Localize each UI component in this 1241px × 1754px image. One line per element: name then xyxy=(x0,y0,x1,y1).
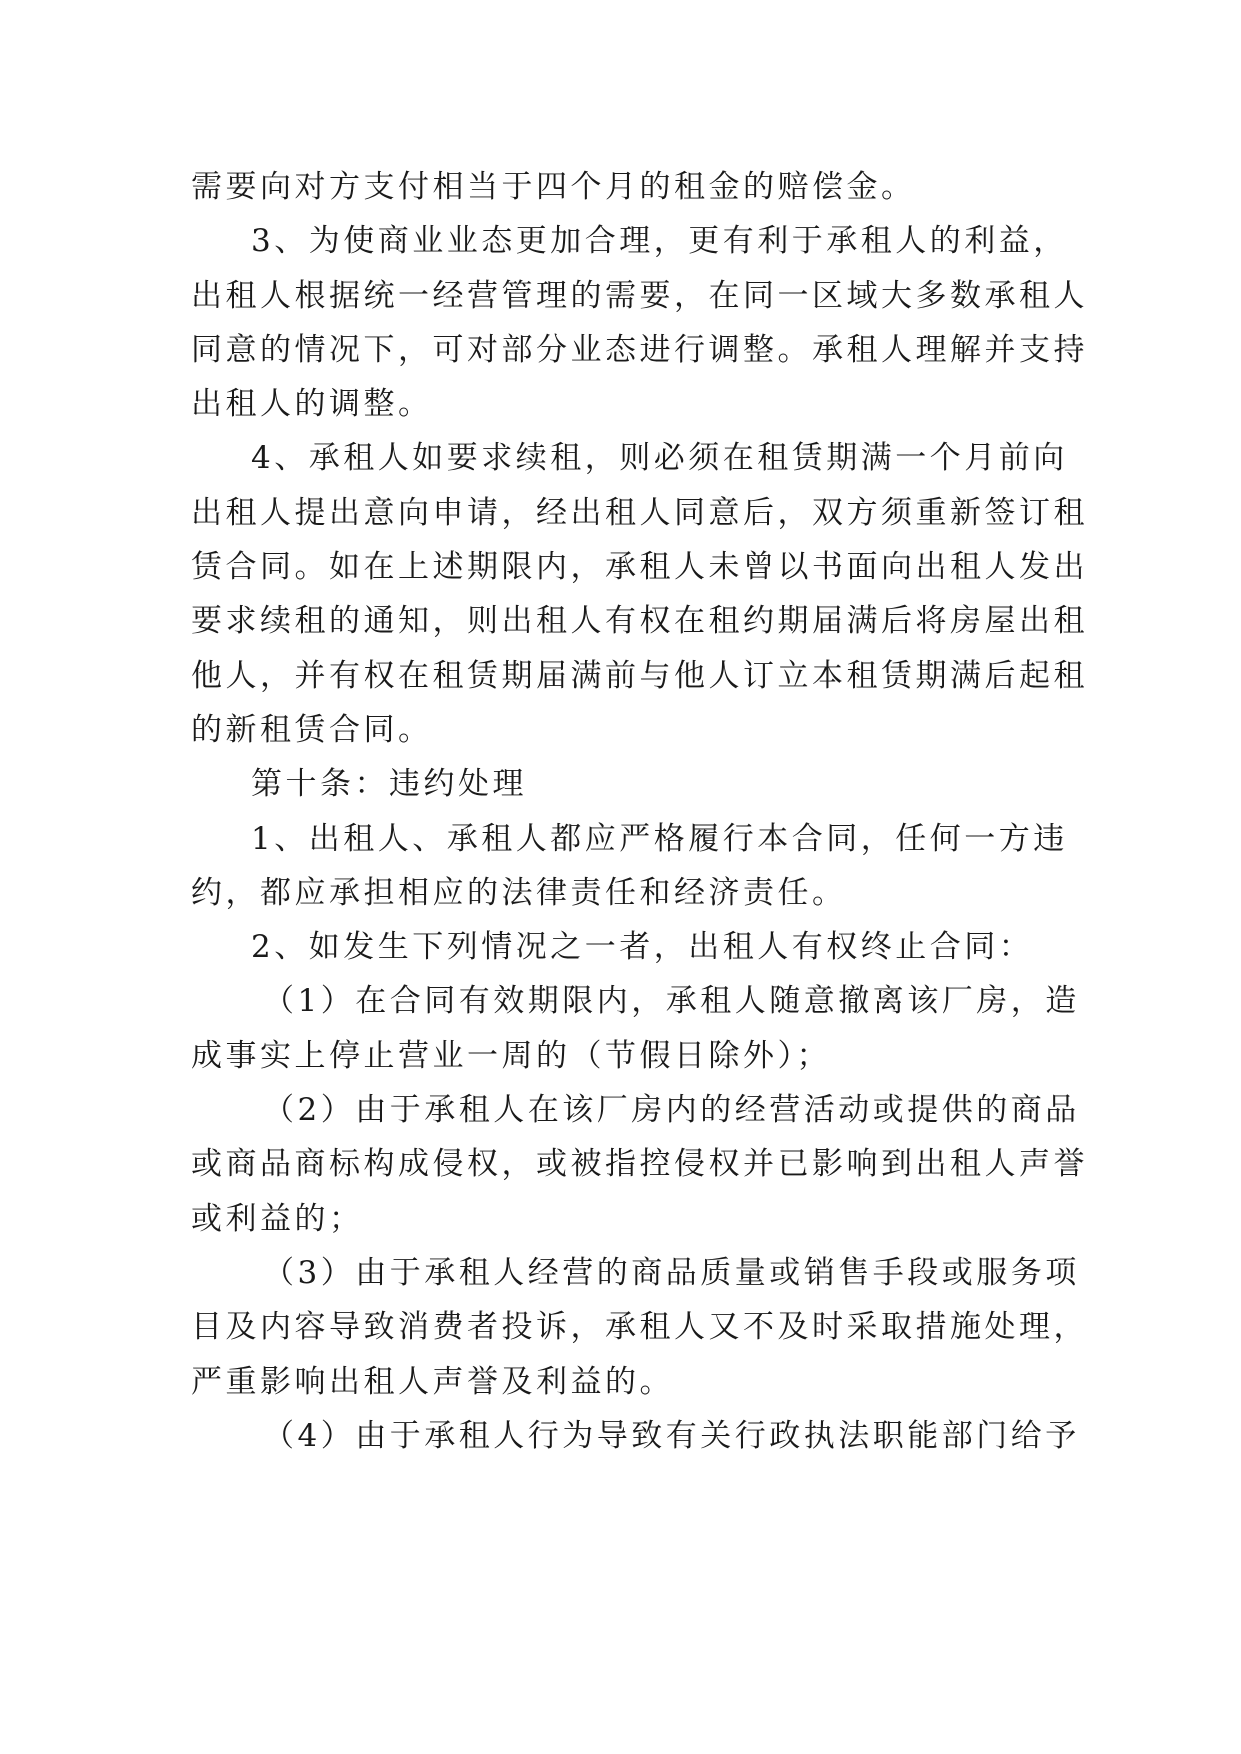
text-line: （2）由于承租人在该厂房内的经营活动或提供的商品 xyxy=(263,1092,1080,1129)
text-line: （4）由于承租人行为导致有关行政执法职能部门给予 xyxy=(263,1417,1080,1454)
text-line: 目及内容导致消费者投诉，承租人又不及时采取措施处理， xyxy=(191,1309,1088,1346)
document-body xyxy=(191,160,1088,1463)
text-line: 他人，并有权在租赁期届满前与他人订立本租赁期满后起租 xyxy=(191,657,1088,694)
text-line: 或商品商标构成侵权，或被指控侵权并已影响到出租人声誉 xyxy=(191,1146,1088,1183)
text-line: （1）在合同有效期限内，承租人随意撤离该厂房，造 xyxy=(263,983,1080,1020)
text-line: 成事实上停止营业一周的（节假日除外）； xyxy=(191,1037,831,1074)
text-line: 需要向对方支付相当于四个月的租金的赔偿金。 xyxy=(191,169,916,205)
text-line: 赁合同。如在上述期限内，承租人未曾以书面向出租人发出 xyxy=(191,549,1088,586)
text-line: 1、出租人、承租人都应严格履行本合同，任何一方违 xyxy=(251,820,1068,857)
text-line: 出租人根据统一经营管理的需要，在同一区域大多数承租人 xyxy=(191,277,1088,314)
text-line: 4、承租人如要求续租，则必须在租赁期满一个月前向 xyxy=(251,440,1068,477)
text-line: 或利益的； xyxy=(191,1200,364,1237)
text-line: 要求续租的通知，则出租人有权在租约期届满后将房屋出租 xyxy=(191,603,1088,640)
text-line: 严重影响出租人声誉及利益的。 xyxy=(191,1363,674,1400)
text-line: 出租人的调整。 xyxy=(191,386,433,423)
text-line: （3）由于承租人经营的商品质量或销售手段或服务项 xyxy=(263,1254,1080,1291)
text-line: 约，都应承担相应的法律责任和经济责任。 xyxy=(191,874,847,911)
text-line: 同意的情况下，可对部分业态进行调整。承租人理解并支持 xyxy=(191,331,1088,368)
text-line: 的新租赁合同。 xyxy=(191,711,433,748)
text-line: 3、为使商业业态更加合理，更有利于承租人的利益， xyxy=(251,223,1068,260)
section-heading: 第十条：违约处理 xyxy=(251,766,527,803)
text-line: 出租人提出意向申请，经出租人同意后，双方须重新签订租 xyxy=(191,494,1088,531)
text-line: 2、如发生下列情况之一者，出租人有权终止合同： xyxy=(251,929,1034,966)
